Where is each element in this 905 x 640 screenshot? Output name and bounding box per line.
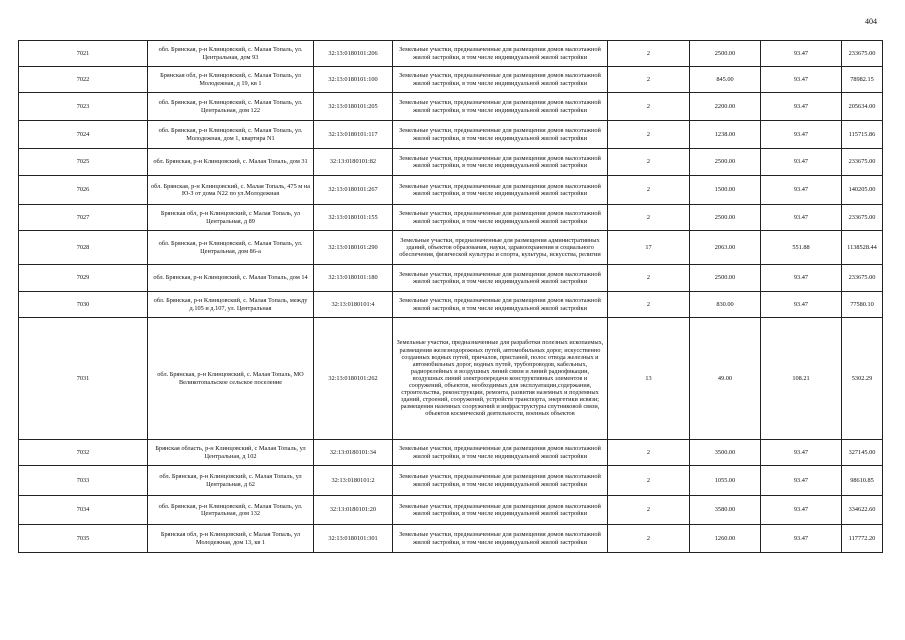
cadastral-number-cell: 32:13:0180101:82 — [314, 149, 393, 176]
address-cell: Брянская обл, р-н Клинцовский, с Малая Топаль, ул Молодежная, дом 13, кв 1 — [148, 525, 314, 553]
address-cell: Брянская область, р-н Клинцовский, с Малая Топаль, ул Центральная, д 102 — [148, 440, 314, 466]
table-row — [19, 525, 883, 553]
table-row — [19, 466, 883, 496]
area-cell: 2500.00 — [690, 265, 761, 292]
row-number: 7030 — [19, 292, 148, 318]
use-group-cell: 2 — [608, 149, 690, 176]
address-cell: Брянская обл, р-н Клинцовский, с. Малая Топаль, ул Молодежная, д 19, кв 1 — [148, 67, 314, 93]
table-row — [19, 265, 883, 292]
land-use-cell: Земельные участки, предназначенные для размещения домов малоэтажной жилой застройки, в том числе индивидуальной жилой застройки — [393, 205, 608, 231]
cadastral-value-table — [18, 40, 883, 553]
use-group-cell: 2 — [608, 176, 690, 205]
land-use-cell: Земельные участки, предназначенные для размещения домов малоэтажной жилой застройки, в том числе индивидуальной жилой застройки — [393, 440, 608, 466]
table-row — [19, 205, 883, 231]
table-row — [19, 318, 883, 440]
row-number: 7029 — [19, 265, 148, 292]
row-number: 7028 — [19, 231, 148, 265]
land-use-cell: Земельные участки, предназначенные для размещения домов малоэтажной жилой застройки, в том числе индивидуальной жилой застройки — [393, 176, 608, 205]
use-group-cell: 2 — [608, 41, 690, 67]
use-group-cell: 2 — [608, 205, 690, 231]
cadastral-value-cell: 334622.60 — [842, 496, 883, 525]
row-number: 7023 — [19, 93, 148, 121]
cadastral-number-cell: 32:13:0180101:262 — [314, 318, 393, 440]
specific-value-cell: 93.47 — [761, 41, 842, 67]
use-group-cell: 2 — [608, 121, 690, 149]
row-number: 7033 — [19, 466, 148, 496]
cadastral-number-cell: 32:13:0180101:2 — [314, 466, 393, 496]
area-cell: 2500.00 — [690, 205, 761, 231]
cadastral-value-cell: 327145.00 — [842, 440, 883, 466]
specific-value-cell: 93.47 — [761, 67, 842, 93]
specific-value-cell: 93.47 — [761, 466, 842, 496]
cadastral-value-cell: 205634.00 — [842, 93, 883, 121]
row-number: 7022 — [19, 67, 148, 93]
specific-value-cell: 551.88 — [761, 231, 842, 265]
row-number: 7027 — [19, 205, 148, 231]
address-cell: обл. Брянская, р-н Клинцовский, с. Малая Топаль, между д.105 и д.107, ул. Центральная — [148, 292, 314, 318]
area-cell: 1055.00 — [690, 466, 761, 496]
table-row — [19, 121, 883, 149]
land-use-cell: Земельные участки, предназначенные для размещения домов малоэтажной жилой застройки, в том числе индивидуальной жилой застройки — [393, 496, 608, 525]
cadastral-value-cell: 77580.10 — [842, 292, 883, 318]
use-group-cell: 2 — [608, 93, 690, 121]
row-number: 7034 — [19, 496, 148, 525]
land-use-cell: Земельные участки, предназначенные для размещения домов малоэтажной жилой застройки, в том числе индивидуальной жилой застройки — [393, 67, 608, 93]
cadastral-number-cell: 32:13:0180101:267 — [314, 176, 393, 205]
land-use-cell: Земельные участки, предназначенные для размещения домов малоэтажной жилой застройки, в том числе индивидуальной жилой застройки — [393, 93, 608, 121]
address-cell: Брянская обл, р-н Клинцовский, с Малая Топаль, ул Центральная, д 89 — [148, 205, 314, 231]
land-use-cell: Земельные участки, предназначенные для размещения домов малоэтажной жилой застройки, в том числе индивидуальной жилой застройки — [393, 41, 608, 67]
address-cell: обл. Брянская, р-н Клинцовский, с. Малая Топаль, ул. Молодежная, дом 1, квартира N1 — [148, 121, 314, 149]
land-use-cell: Земельные участки, предназначенные для размещения домов малоэтажной жилой застройки, в том числе индивидуальной жилой застройки — [393, 149, 608, 176]
table-row — [19, 67, 883, 93]
land-use-cell: Земельные участки, предназначенные для размещения домов малоэтажной жилой застройки, в том числе индивидуальной жилой застройки — [393, 525, 608, 553]
specific-value-cell: 93.47 — [761, 525, 842, 553]
cadastral-value-cell: 233675.00 — [842, 205, 883, 231]
land-use-cell: Земельные участки, предназначенные для размещения домов малоэтажной жилой застройки, в том числе индивидуальной жилой застройки — [393, 121, 608, 149]
land-use-cell: Земельные участки, предназначенные для размещения домов малоэтажной жилой застройки, в том числе индивидуальной жилой застройки — [393, 292, 608, 318]
cadastral-number-cell: 32:13:0180101:290 — [314, 231, 393, 265]
use-group-cell: 2 — [608, 67, 690, 93]
cadastral-number-cell: 32:13:0180101:206 — [314, 41, 393, 67]
cadastral-number-cell: 32:13:0180101:20 — [314, 496, 393, 525]
use-group-cell: 2 — [608, 292, 690, 318]
table-row — [19, 292, 883, 318]
specific-value-cell: 93.47 — [761, 496, 842, 525]
land-use-cell: Земельные участки, предназначенные для разработки полезных ископаемых, размещения железнодорожных путей, автомобильных дорог, искусственно созданных водных путей, причалов, пристаней, полос отвода железных и автомобильных дорог, водных путей, трубопроводов, кабельных, радиорелейных и воздушных линий связи и линий радиофикации, воздушных линий электропередачи конструктивных элементов и сооружений, объектов, необходимых для эксплуатации,содержания, строительства, реконструкции, ремонта, развития наземных и подземных зданий, строений, сооружений, устройств транспорта, энергетики исвязи; размещения наземных сооружений и инфраструктуры спутниковой связи, объектов космической деятельности, военных объектов — [393, 318, 608, 440]
row-number: 7024 — [19, 121, 148, 149]
row-number: 7026 — [19, 176, 148, 205]
table-row — [19, 149, 883, 176]
table-row — [19, 41, 883, 67]
land-use-cell: Земельные участки, предназначенные для размещения административных зданий, объектов образования, науки, здравоохранения и социального обеспечения, физической культуры и спорта, культуры, искусства, религии — [393, 231, 608, 265]
specific-value-cell: 93.47 — [761, 292, 842, 318]
address-cell: обл. Брянская, р-н Клинцовский, с. Малая Топаль, ул. Центральная, дом 86-а — [148, 231, 314, 265]
use-group-cell: 2 — [608, 466, 690, 496]
specific-value-cell: 108.21 — [761, 318, 842, 440]
cadastral-value-cell: 117772.20 — [842, 525, 883, 553]
use-group-cell: 13 — [608, 318, 690, 440]
table-row — [19, 496, 883, 525]
cadastral-number-cell: 32:13:0180101:301 — [314, 525, 393, 553]
area-cell: 845.00 — [690, 67, 761, 93]
specific-value-cell: 93.47 — [761, 440, 842, 466]
cadastral-value-cell: 115715.86 — [842, 121, 883, 149]
cadastral-number-cell: 32:13:0180101:205 — [314, 93, 393, 121]
area-cell: 49.00 — [690, 318, 761, 440]
specific-value-cell: 93.47 — [761, 176, 842, 205]
address-cell: обл. Брянская, р-н Клинцовский, с. Малая Топаль, МО Великотопальское сельское поселение — [148, 318, 314, 440]
row-number: 7025 — [19, 149, 148, 176]
cadastral-number-cell: 32:13:0180101:117 — [314, 121, 393, 149]
use-group-cell: 2 — [608, 265, 690, 292]
address-cell: обл. Брянская, р-н Клинцовский, с. Малая Топаль, 475 м на Ю-З от дома N22 по ул.Молодежная — [148, 176, 314, 205]
cadastral-number-cell: 32:13:0180101:155 — [314, 205, 393, 231]
row-number: 7032 — [19, 440, 148, 466]
area-cell: 3580.00 — [690, 496, 761, 525]
table-row — [19, 93, 883, 121]
use-group-cell: 17 — [608, 231, 690, 265]
table-row — [19, 231, 883, 265]
use-group-cell: 2 — [608, 496, 690, 525]
cadastral-number-cell: 32:13:0180101:4 — [314, 292, 393, 318]
specific-value-cell: 93.47 — [761, 265, 842, 292]
cadastral-value-cell: 233675.00 — [842, 41, 883, 67]
cadastral-value-cell: 98610.85 — [842, 466, 883, 496]
area-cell: 1260.00 — [690, 525, 761, 553]
specific-value-cell: 93.47 — [761, 93, 842, 121]
cadastral-number-cell: 32:13:0180101:34 — [314, 440, 393, 466]
specific-value-cell: 93.47 — [761, 149, 842, 176]
area-cell: 2200.00 — [690, 93, 761, 121]
area-cell: 2500.00 — [690, 41, 761, 67]
cadastral-number-cell: 32:13:0180101:100 — [314, 67, 393, 93]
specific-value-cell: 93.47 — [761, 121, 842, 149]
area-cell: 2500.00 — [690, 149, 761, 176]
area-cell: 1238.00 — [690, 121, 761, 149]
cadastral-number-cell: 32:13:0180101:180 — [314, 265, 393, 292]
address-cell: обл. Брянская, р-н Клинцовский, с. Малая Топаль, дом 31 — [148, 149, 314, 176]
cadastral-value-cell: 5302.29 — [842, 318, 883, 440]
cadastral-value-cell: 233675.00 — [842, 265, 883, 292]
area-cell: 2063.00 — [690, 231, 761, 265]
address-cell: обл. Брянская, р-н Клинцовский, с. Малая Топаль, ул. Центральная, дом 93 — [148, 41, 314, 67]
address-cell: обл. Брянская, р-н Клинцовский, с. Малая Топаль, ул. Центральная, дом 122 — [148, 93, 314, 121]
area-cell: 830.00 — [690, 292, 761, 318]
address-cell: обл. Брянская, р-н Клинцовский, с. Малая Топаль, ул Центральная, д 62 — [148, 466, 314, 496]
cadastral-value-cell: 1138528.44 — [842, 231, 883, 265]
land-use-cell: Земельные участки, предназначенные для размещения домов малоэтажной жилой застройки, в том числе индивидуальной жилой застройки — [393, 265, 608, 292]
address-cell: обл. Брянская, р-н Клинцовский, с. Малая Топаль, ул. Центральная, дом 132 — [148, 496, 314, 525]
row-number: 7021 — [19, 41, 148, 67]
land-use-cell: Земельные участки, предназначенные для размещения домов малоэтажной жилой застройки, в том числе индивидуальной жилой застройки — [393, 466, 608, 496]
use-group-cell: 2 — [608, 525, 690, 553]
table-row — [19, 440, 883, 466]
area-cell: 1500.00 — [690, 176, 761, 205]
cadastral-value-cell: 233675.00 — [842, 149, 883, 176]
area-cell: 3500.00 — [690, 440, 761, 466]
use-group-cell: 2 — [608, 440, 690, 466]
address-cell: обл. Брянская, р-н Клинцовский, с. Малая Топаль, дом 14 — [148, 265, 314, 292]
page-number: 404 — [865, 17, 877, 26]
specific-value-cell: 93.47 — [761, 205, 842, 231]
cadastral-value-cell: 140205.00 — [842, 176, 883, 205]
cadastral-value-cell: 78982.15 — [842, 67, 883, 93]
table-row — [19, 176, 883, 205]
row-number: 7031 — [19, 318, 148, 440]
row-number: 7035 — [19, 525, 148, 553]
